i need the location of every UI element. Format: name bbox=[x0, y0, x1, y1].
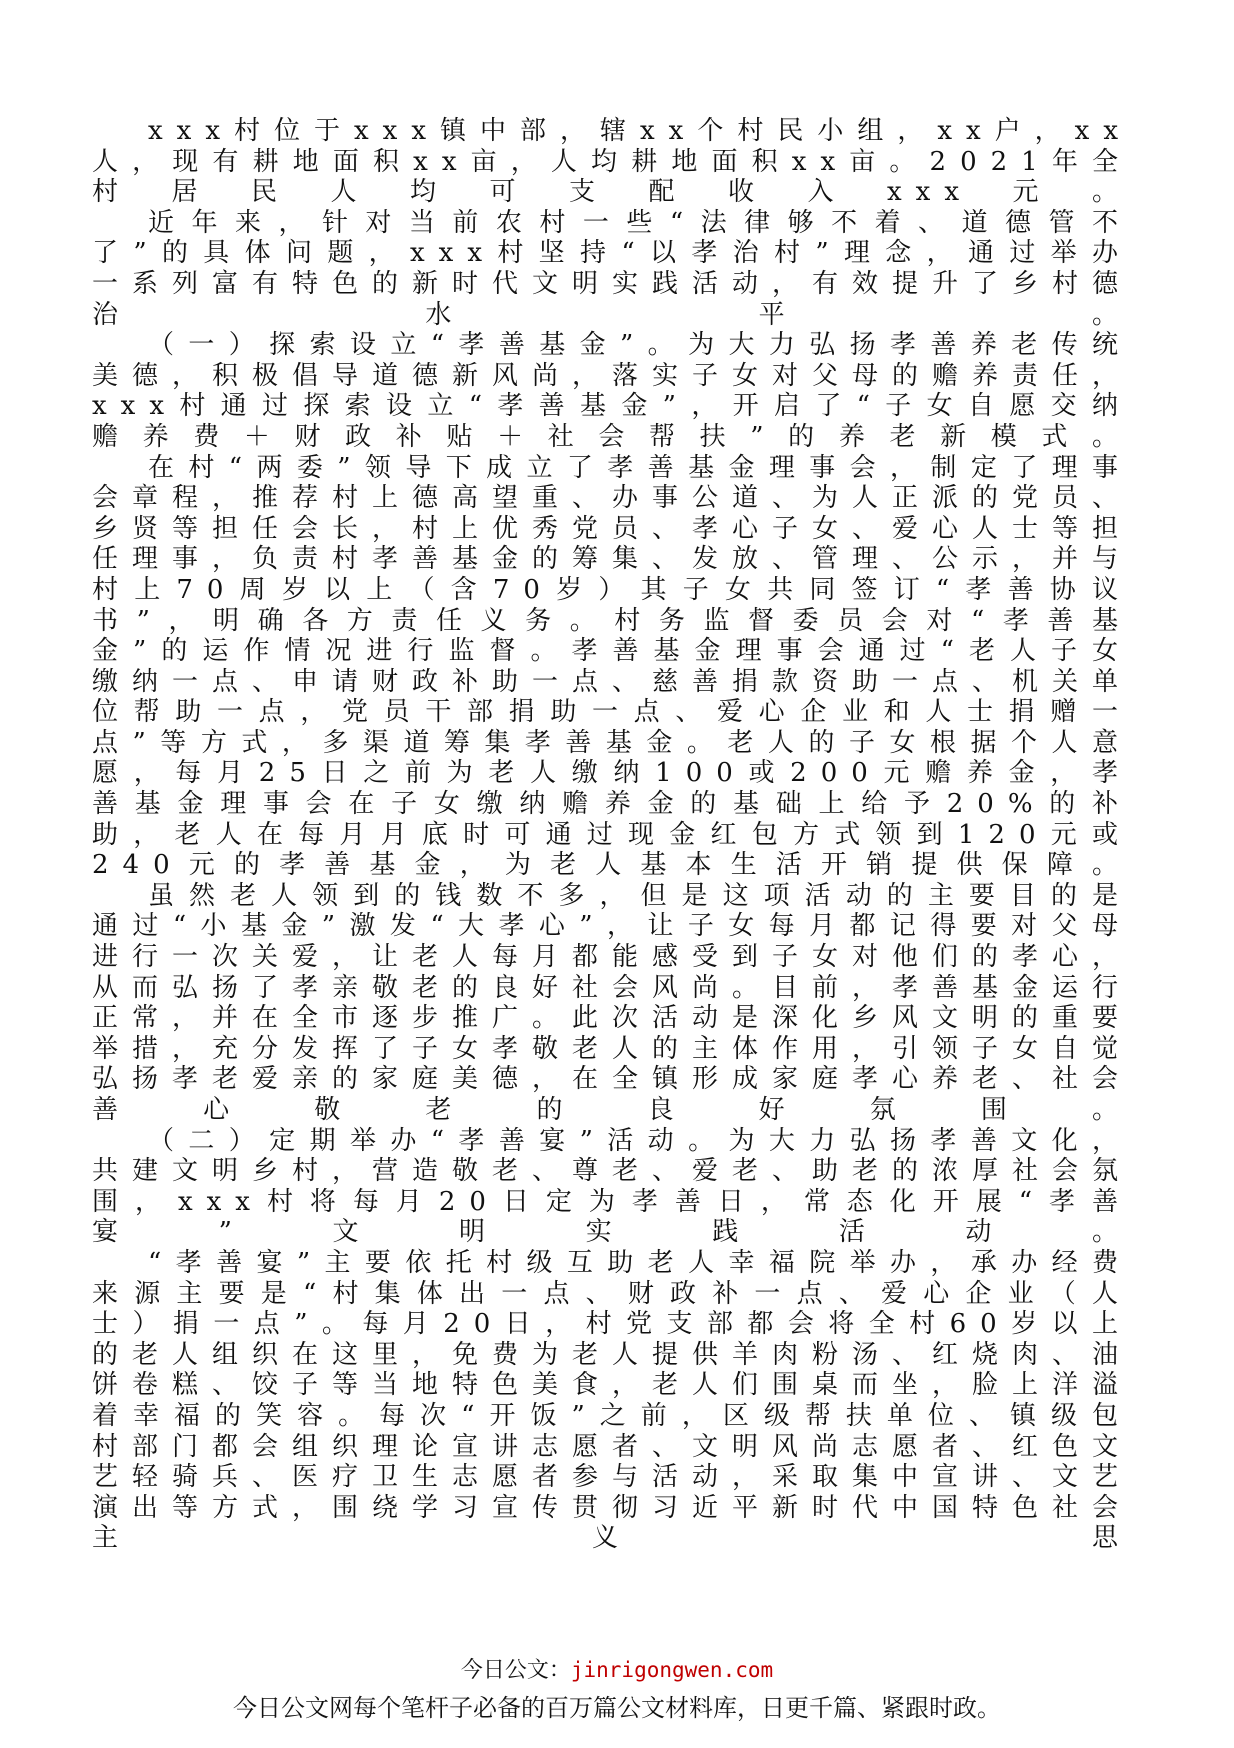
paragraph-overview: 近年来，针对当前农村一些“法律够不着、道德管不了”的具体问题，xxx村坚持“以孝治村”理念，通过举办一系列富有特色的新时代文明实践活动，有效提升了乡村德治水平。 bbox=[92, 207, 1133, 330]
footer-label: 今日公文： bbox=[460, 1658, 571, 1683]
paragraph-fund-council: 在村“两委”领导下成立了孝善基金理事会，制定了理事会章程，推荐村上德高望重、办事公道、为人正派的党员、乡贤等担任会长，村上优秀党员、孝心子女、爱心人士等担任理事，负责村孝善基金的筹集、发放、管理、公示，并与村上70周岁以上（含70岁）其子女共同签订“孝善协议书”，明确各方责任义务。村务监督委员会对“孝善基金”的运作情况进行监督。孝善基金理事会通过“老人子女缴纳一点、申请财政补助一点、慈善捐款资助一点、机关单位帮助一点，党员干部捐助一点、爱心企业和人士捐赠一点”等方式，多渠道筹集孝善基金。老人的子女根据个人意愿，每月25日之前为老人缴纳100或200元赡养金，孝善基金理事会在子女缴纳赡养金的基础上给予20%的补助，老人在每月月底时可通过现金红包方式领到120元或240元的孝善基金，为老人基本生活开销提供保障。 bbox=[92, 452, 1133, 881]
paragraph-section-1-heading: （一）探索设立“孝善基金”。为大力弘扬孝善养老传统美德，积极倡导道德新风尚，落实子女对父母的赡养责任，xxx村通过探索设立“孝善基金”，开启了“子女自愿交纳赡养费＋财政补贴＋社会帮扶”的养老新模式。 bbox=[92, 330, 1133, 452]
footer-tagline: 今日公文网每个笔杆子必备的百万篇公文材料库，日更千篇、紧跟时政。 bbox=[233, 1694, 1001, 1722]
paragraph-banquet: “孝善宴”主要依托村级互助老人幸福院举办，承办经费来源主要是“村集体出一点、财政补一点、爱心企业（人士）捐一点”。每月20日，村党支部都会将全村60岁以上的老人组织在这里，免费为老人提供羊肉粉汤、红烧肉、油饼卷糕、饺子等当地特色美食，老人们围桌而坐，脸上洋溢着幸福的笑容。每次“开饭”之前，区级帮扶单位、镇级包村部门都会组织理论宣讲志愿者、文明风尚志愿者、红色文艺轻骑兵、医疗卫生志愿者参与活动，采取集中宣讲、文艺演出等方式，围绕学习宣传贯彻习近平新时代中国特色社会主义思 bbox=[92, 1247, 1133, 1554]
footer-url-link[interactable]: jinrigongwen.com bbox=[570, 1658, 774, 1682]
document-body bbox=[92, 116, 1132, 1554]
footer-source bbox=[0, 1653, 1234, 1684]
paragraph-fund-purpose: 虽然老人领到的钱数不多，但是这项活动的主要目的是通过“小基金”激发“大孝心”，让子女每月都记得要对父母进行一次关爱，让老人每月都能感受到子女对他们的孝心，从而弘扬了孝亲敬老的良好社会风尚。目前，孝善基金运行正常，并在全市逐步推广。此次活动是深化乡风文明的重要举措，充分发挥了子女孝敬老人的主体作用，引领子女自觉弘扬孝老爱亲的家庭美德，在全镇形成家庭孝心养老、社会善心敬老的良好氛围。 bbox=[92, 880, 1133, 1125]
paragraph-section-2-heading: （二）定期举办“孝善宴”活动。为大力弘扬孝善文化，共建文明乡村，营造敬老、尊老、爱老、助老的浓厚社会氛围，xxx村将每月20日定为孝善日，常态化开展“孝善宴”文明实践活动。 bbox=[92, 1125, 1133, 1248]
paragraph-intro: xxx村位于xxx镇中部，辖xx个村民小组，xx户，xx人，现有耕地面积xx亩，人均耕地面积xx亩。2021年全村居民人均可支配收入xxx元。 bbox=[92, 116, 1132, 208]
